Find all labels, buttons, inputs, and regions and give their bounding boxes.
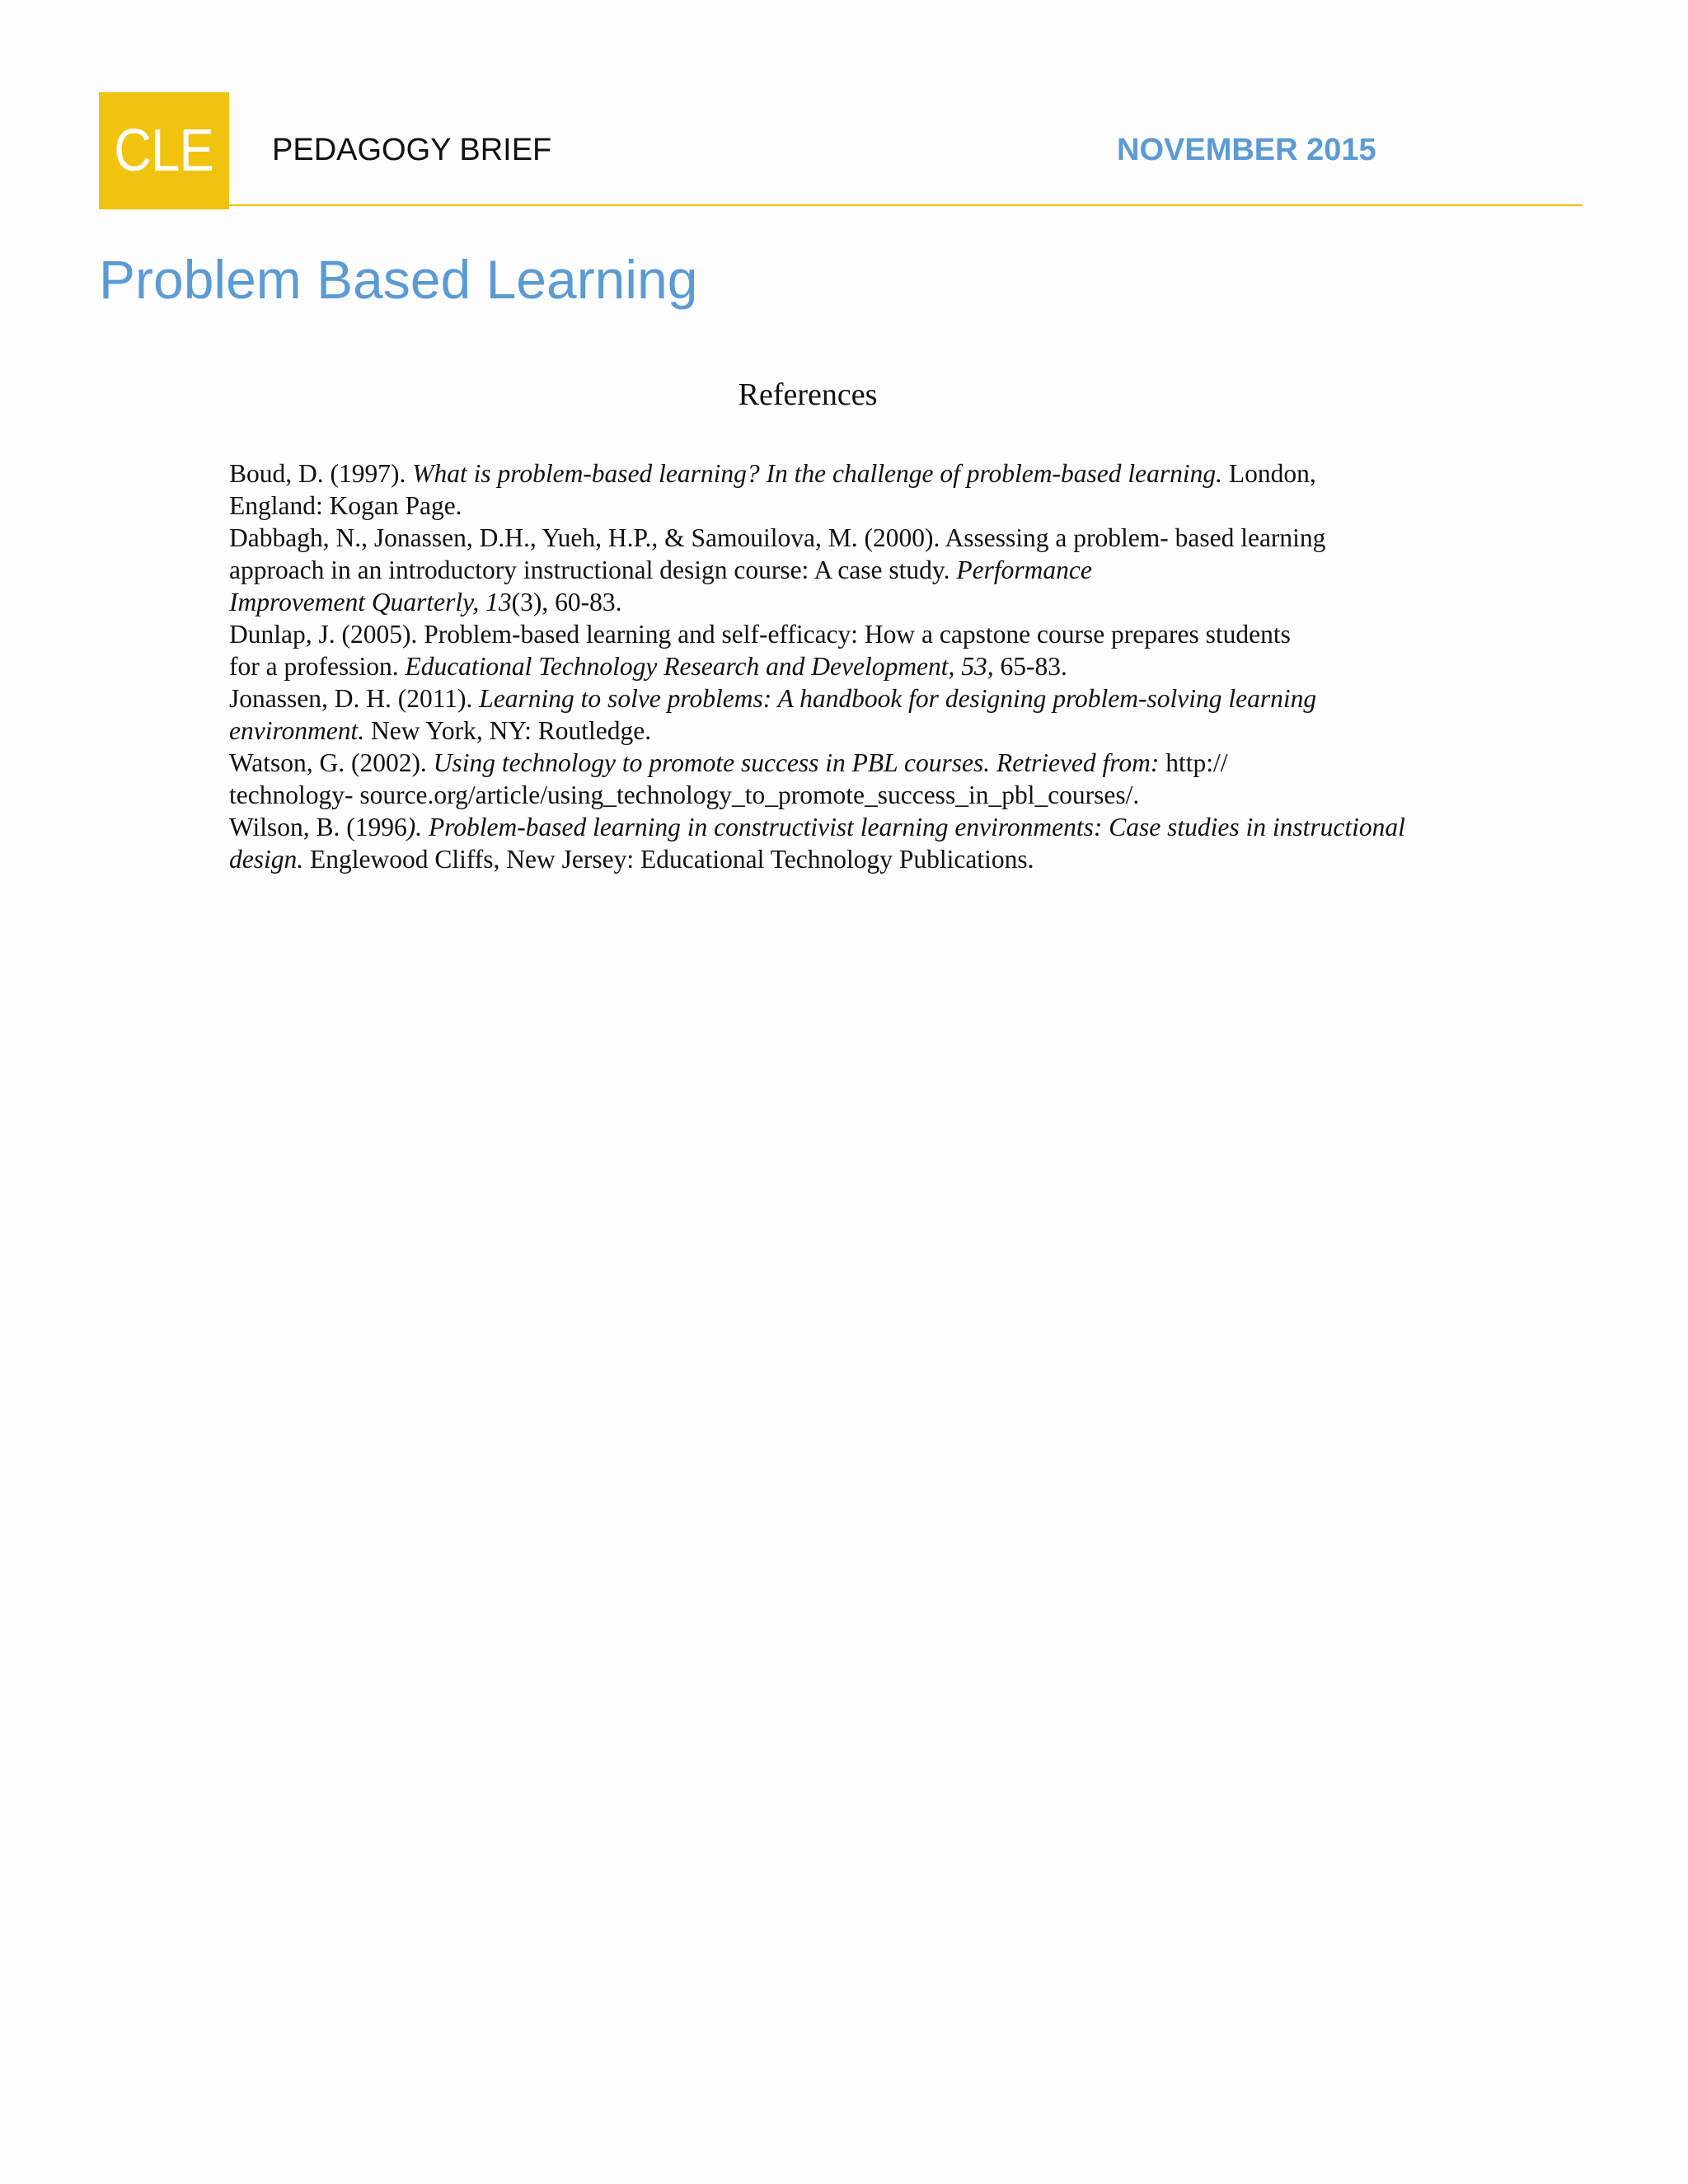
brief-type-label: PEDAGOGY BRIEF (272, 133, 552, 167)
page-title: Problem Based Learning (99, 249, 698, 310)
reference-line (229, 490, 1515, 522)
reference-item (229, 811, 1515, 875)
reference-item (229, 747, 1515, 811)
references-heading: References (738, 377, 878, 412)
reference-journal: Performance (956, 555, 1092, 584)
logo-text: CLE (114, 118, 214, 184)
reference-text: Englewood Cliffs, New Jersey: Educational Technology Publications. (303, 845, 1034, 874)
reference-text: 65-83. (993, 652, 1067, 681)
reference-line (229, 747, 1515, 779)
header-divider (229, 204, 1582, 206)
reference-text: England: Kogan Page. (229, 491, 462, 520)
reference-text: for a profession. (229, 652, 406, 681)
reference-text: New York, NY: Routledge. (364, 716, 652, 745)
reference-text: Wilson, B. (1996 (229, 813, 407, 841)
reference-text: Dabbagh, N., Jonassen, D.H., Yueh, H.P., & Samouilova, M. (2000). Assessing a problem- based learning (229, 523, 1326, 552)
reference-item (229, 618, 1515, 682)
reference-title: environment. (229, 716, 365, 745)
reference-text: Watson, G. (2002). (229, 748, 434, 777)
reference-item (229, 682, 1515, 747)
reference-line (229, 618, 1515, 650)
reference-text: Jonassen, D. H. (2011). (229, 684, 480, 713)
reference-line (229, 586, 1515, 618)
reference-line (229, 682, 1515, 715)
reference-title: Using technology to promote success in PBL courses. Retrieved from: (433, 748, 1160, 777)
reference-line (229, 715, 1515, 747)
reference-line (229, 843, 1515, 875)
reference-journal: Improvement Quarterly, 13 (229, 588, 512, 616)
reference-url: technology- source.org/article/using_technology_to_promote_success_in_pbl_courses/. (229, 780, 1140, 809)
reference-line (229, 522, 1515, 554)
reference-title: design. (229, 845, 304, 874)
reference-journal: Educational Technology Research and Development, 53, (405, 652, 994, 681)
reference-line (229, 554, 1515, 586)
reference-title: ). Problem-based learning in constructivist learning environments: Case studies in instructional (406, 813, 1405, 841)
references-list (229, 457, 1515, 875)
reference-item (229, 522, 1515, 618)
reference-text: Dunlap, J. (2005). Problem-based learning and self-efficacy: How a capstone course prepares students (229, 620, 1291, 649)
reference-item (229, 457, 1515, 522)
reference-text: London, (1222, 459, 1316, 488)
reference-line (229, 811, 1515, 843)
reference-url: http:// (1159, 748, 1228, 777)
reference-text: Boud, D. (1997). (229, 459, 413, 488)
reference-line (229, 650, 1515, 682)
issue-date: NOVEMBER 2015 (1117, 133, 1376, 167)
reference-text: (3), 60-83. (511, 588, 622, 616)
reference-text: approach in an introductory instructional design course: A case study. (229, 555, 957, 584)
reference-title: Learning to solve problems: A handbook for designing problem-solving learning (479, 684, 1317, 713)
reference-line (229, 779, 1515, 811)
reference-line (229, 457, 1515, 490)
cle-logo (99, 92, 229, 209)
reference-title: What is problem-based learning? In the challenge of problem-based learning. (412, 459, 1223, 488)
